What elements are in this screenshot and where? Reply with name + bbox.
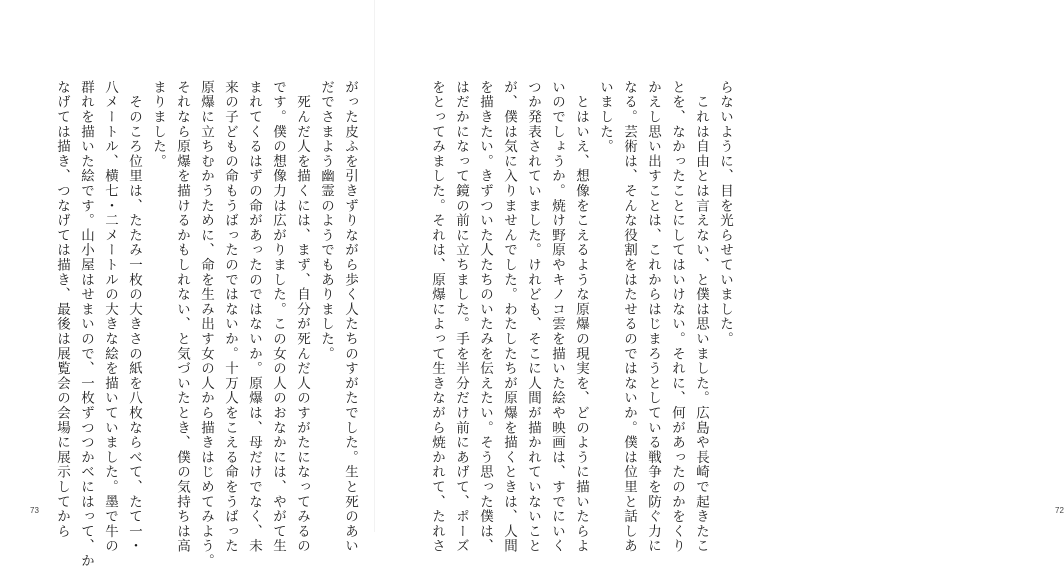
text-line: なげては描き、つなげては描き、最後は展覧会の会場に展示してから [54, 80, 70, 539]
text-line: とを、なかったことにしてはいけない。それに、何があったのかをくり [669, 80, 685, 554]
text-line: かえし思い出すことは、これからはじまろうとしている戦争を防ぐ力に [645, 80, 661, 554]
text-line: いのでしょうか。焼け野原やキノコ雲を描いた絵や映画は、すでにいく [549, 80, 565, 554]
text-line: 死んだ人を描くには、まず、自分が死んだ人のすがたになってみるの [294, 80, 310, 554]
text-line: 原爆に立ちむかうために、命を生み出す女の人から描きはじめてみよう。 [198, 80, 214, 568]
text-line: 群れを描いた絵です。山小屋はせまいので、一枚ずつつかべにはって、か [78, 80, 94, 568]
text-line: まりました。 [150, 80, 166, 169]
text-line: をとってみました。それは、原爆によって生きながら焼かれて、たれさ [429, 80, 445, 554]
text-line: それなら原爆を描けるかもしれない、と気づいたとき、僕の気持ちは高 [174, 80, 190, 554]
text-line: がった皮ふを引きずりながら歩く人たちのすがたでした。生と死のあい [342, 80, 358, 554]
text-line: だでさまよう幽霊のようでもありました。 [318, 80, 334, 362]
text-line: 来の子どもの命もうばったのではないか。十万人をこえる命をうばった [222, 80, 238, 554]
right-page-text [403, 80, 737, 554]
left-page-number: 73 [30, 506, 39, 515]
left-page [0, 0, 375, 568]
text-line: つか発表されていました。けれども、そこに人間が描かれていないこと [525, 80, 541, 554]
right-page [375, 0, 1064, 554]
text-line: そのころ位里は、たたみ一枚の大きさの紙を八枚ならべて、たて一・ [126, 80, 142, 554]
text-line: 八メートル、横七・二メートルの大きな絵を描いていました。墨で牛の [102, 80, 118, 554]
right-page-number: 72 [1055, 506, 1064, 515]
text-line: とはいえ、想像をこえるような原爆の現実を、どのように描いたらよ [573, 80, 589, 554]
text-line: これは自由とは言えない、と僕は思いました。広島や長崎で起きたこ [693, 80, 709, 554]
text-line: いました。 [597, 80, 613, 154]
text-line: が、僕は気に入りませんでした。わたしたちが原爆を描くときは、人間 [501, 80, 517, 554]
text-line: なる。芸術は、そんな役割をはたせるのではないか。僕は位里と話しあ [621, 80, 637, 554]
text-line: まれてくるはずの命があったのではないか。原爆は、母だけでなく、未 [246, 80, 262, 554]
text-line: です。僕の想像力は広がりました。この女の人のおなかには、やがて生 [270, 80, 286, 554]
text-line: を描きたい。きずついた人たちのいたみを伝えたい。そう思った僕は、 [477, 80, 493, 554]
text-line: はだかになって鏡の前に立ちました。手を半分だけ前にあげて、ポーズ [453, 80, 469, 554]
text-line: らないように、目を光らせていました。 [717, 80, 733, 347]
